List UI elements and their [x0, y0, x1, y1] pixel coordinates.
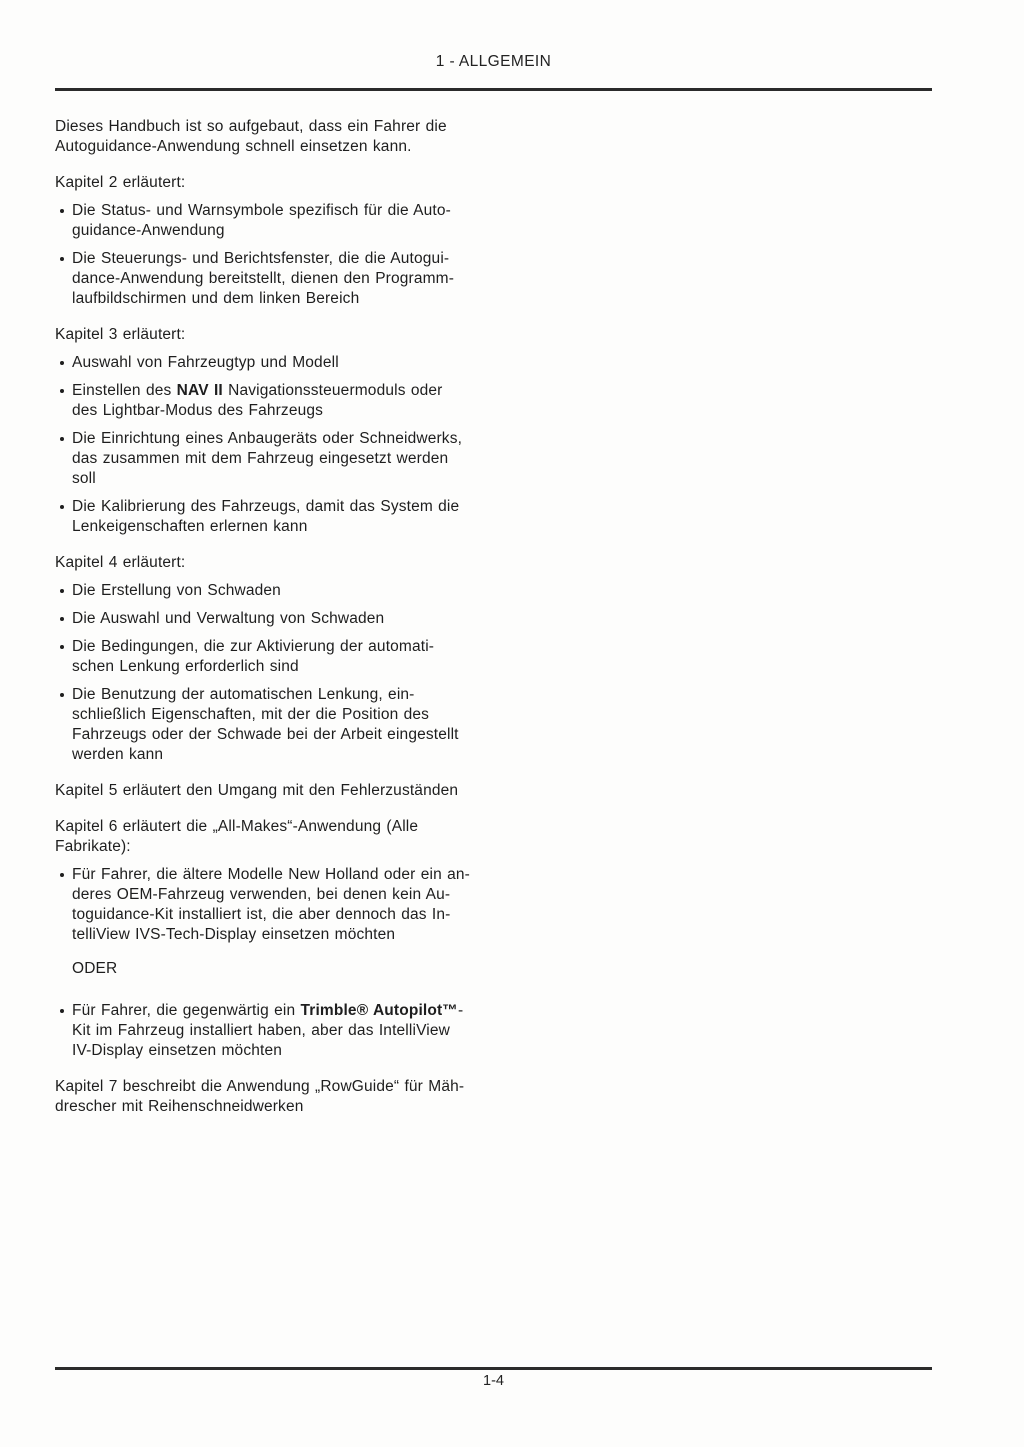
text-line: Kapitel 4 erläutert:: [55, 554, 186, 571]
text-line: Die Bedingungen, die zur Aktivierung der automati-: [72, 638, 435, 655]
text-line: Kapitel 2 erläutert:: [55, 174, 186, 191]
text-line: Lenkeigenschaften erlernen kann: [72, 518, 308, 535]
bullet-item: [55, 353, 487, 373]
bullet-icon: [60, 505, 64, 509]
bullet-item: [55, 201, 487, 241]
bullet-item: [55, 429, 487, 489]
text-line: Kapitel 6 erläutert die „All-Makes“-Anwendung (Alle: [55, 818, 419, 835]
section-paragraph: [55, 325, 487, 345]
text-line: schließlich Eigenschaften, mit der die Position des: [72, 706, 430, 723]
bullet-item: [55, 497, 487, 537]
paragraph: [55, 117, 487, 157]
section-paragraph: [55, 817, 487, 857]
text-line: Die Kalibrierung des Fahrzeugs, damit das System die: [72, 498, 460, 515]
footer-rule: [55, 1367, 932, 1370]
paragraph: [72, 959, 487, 979]
text-line: Kapitel 5 erläutert den Umgang mit den Fehlerzuständen: [55, 782, 459, 799]
text-line: Kapitel 7 beschreibt die Anwendung „RowGuide“ für Mäh-: [55, 1078, 465, 1095]
text-line: Auswahl von Fahrzeugtyp und Modell: [72, 354, 339, 371]
text-line: IV-Display einsetzen möchten: [72, 1042, 282, 1059]
text-line: Einstellen des NAV II Navigationssteuermoduls oder: [72, 382, 443, 399]
text-line: Die Steuerungs- und Berichtsfenster, die die Autogui-: [72, 250, 450, 267]
section-paragraph: [55, 781, 487, 801]
bullet-item: [55, 1001, 487, 1061]
text-line: werden kann: [72, 746, 164, 763]
text-line: Die Status- und Warnsymbole spezifisch für die Auto-: [72, 202, 451, 219]
section-paragraph: [55, 553, 487, 573]
bullet-icon: [60, 361, 64, 365]
text-line: Kapitel 3 erläutert:: [55, 326, 186, 343]
text-line: drescher mit Reihenschneidwerken: [55, 1098, 304, 1115]
bullet-icon: [60, 389, 64, 393]
text-line: deres OEM-Fahrzeug verwenden, bei denen kein Au-: [72, 886, 451, 903]
bullet-icon: [60, 645, 64, 649]
bullet-icon: [60, 1009, 64, 1013]
header-rule: [55, 88, 932, 91]
bullet-icon: [60, 209, 64, 213]
page-number: 1-4: [483, 1373, 504, 1389]
bullet-item: [55, 381, 487, 421]
bullet-icon: [60, 589, 64, 593]
text-line: Die Benutzung der automatischen Lenkung, ein-: [72, 686, 415, 703]
bullet-item: [55, 865, 487, 945]
text-line: toguidance-Kit installiert ist, die aber dennoch das In-: [72, 906, 451, 923]
text-line: Kit im Fahrzeug installiert haben, aber das IntelliView: [72, 1022, 451, 1039]
section-paragraph: [55, 173, 487, 193]
bullet-item: [55, 609, 487, 629]
text-line: laufbildschirmen und dem linken Bereich: [72, 290, 360, 307]
text-line: ODER: [72, 960, 118, 977]
bullet-item: [55, 249, 487, 309]
bullet-icon: [60, 693, 64, 697]
bullet-icon: [60, 617, 64, 621]
section-paragraph: [55, 1077, 487, 1117]
text-line: Für Fahrer, die gegenwärtig ein Trimble® Autopilot™-: [72, 1002, 464, 1019]
content-column: [55, 117, 487, 1117]
page-header-title: 1 - ALLGEMEIN: [435, 53, 552, 70]
text-line: guidance-Anwendung: [72, 222, 225, 239]
text-line: Dieses Handbuch ist so aufgebaut, dass ein Fahrer die: [55, 118, 447, 135]
bullet-item: [55, 685, 487, 765]
bullet-icon: [60, 437, 64, 441]
text-line: Autoguidance-Anwendung schnell einsetzen kann.: [55, 138, 412, 155]
text-line: Fahrzeugs oder der Schwade bei der Arbeit eingestellt: [72, 726, 459, 743]
text-line: dance-Anwendung bereitstellt, dienen den Programm-: [72, 270, 455, 287]
text-line: Die Einrichtung eines Anbaugeräts oder Schneidwerks,: [72, 430, 463, 447]
text-line: Die Auswahl und Verwaltung von Schwaden: [72, 610, 385, 627]
text-line: schen Lenkung erforderlich sind: [72, 658, 299, 675]
text-line: das zusammen mit dem Fahrzeug eingesetzt werden: [72, 450, 449, 467]
text-line: Fabrikate):: [55, 838, 131, 855]
bullet-icon: [60, 257, 64, 261]
text-line: des Lightbar-Modus des Fahrzeugs: [72, 402, 324, 419]
bullet-icon: [60, 873, 64, 877]
bullet-item: [55, 581, 487, 601]
text-line: soll: [72, 470, 96, 487]
bullet-item: [55, 637, 487, 677]
text-line: Die Erstellung von Schwaden: [72, 582, 281, 599]
text-line: telliView IVS-Tech-Display einsetzen möchten: [72, 926, 396, 943]
text-line: Für Fahrer, die ältere Modelle New Holland oder ein an-: [72, 866, 470, 883]
